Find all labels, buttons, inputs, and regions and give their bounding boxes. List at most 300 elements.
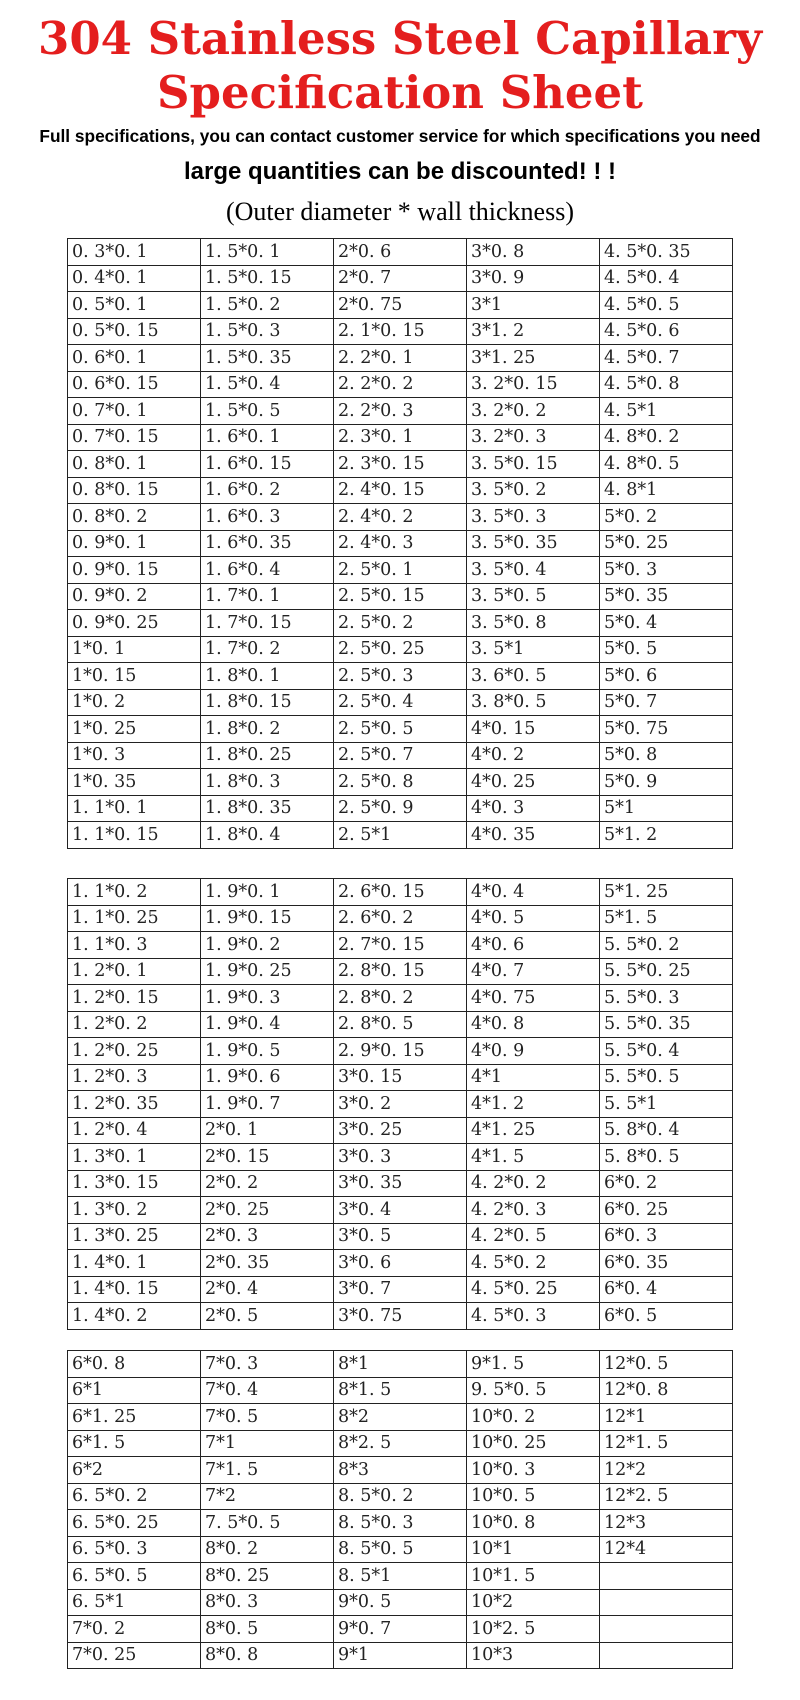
spec-cell: 6*0. 4 [600, 1276, 733, 1303]
table-row [68, 1276, 733, 1303]
spec-cell: 12*0. 8 [600, 1377, 733, 1404]
spec-cell: 5*0. 9 [600, 769, 733, 796]
spec-cell: 1. 8*0. 25 [201, 742, 334, 769]
spec-cell: 4*1. 2 [467, 1091, 600, 1118]
spec-cell: 3. 5*0. 35 [467, 530, 600, 557]
spec-cell: 1. 9*0. 7 [201, 1091, 334, 1118]
table-row [68, 504, 733, 531]
table-row [68, 371, 733, 398]
spec-cell: 10*0. 8 [467, 1510, 600, 1537]
spec-cell: 0. 4*0. 1 [68, 265, 201, 292]
spec-cell: 4*0. 4 [467, 879, 600, 906]
table-row [68, 477, 733, 504]
spec-cell: 8*1 [334, 1351, 467, 1378]
spec-cell: 1. 4*0. 15 [68, 1276, 201, 1303]
table-row [68, 1223, 733, 1250]
spec-cell: 1. 2*0. 25 [68, 1038, 201, 1065]
spec-cell: 8*3 [334, 1457, 467, 1484]
spec-cell: 1. 6*0. 15 [201, 451, 334, 478]
table-row [68, 345, 733, 372]
spec-cell: 3. 5*0. 15 [467, 451, 600, 478]
spec-cell: 2. 3*0. 15 [334, 451, 467, 478]
spec-cell: 3*0. 9 [467, 265, 600, 292]
spec-cell: 3*0. 25 [334, 1117, 467, 1144]
spec-cell: 5. 8*0. 5 [600, 1144, 733, 1171]
spec-cell: 1. 4*0. 2 [68, 1303, 201, 1330]
spec-cell: 8*0. 5 [201, 1616, 334, 1643]
spec-cell: 1*0. 25 [68, 716, 201, 743]
spec-cell: 1. 5*0. 1 [201, 239, 334, 266]
table-row [68, 1377, 733, 1404]
spec-cell: 2. 6*0. 15 [334, 879, 467, 906]
spec-cell: 6. 5*1 [68, 1589, 201, 1616]
spec-cell: 2. 1*0. 15 [334, 318, 467, 345]
spec-cell: 9*0. 7 [334, 1616, 467, 1643]
spec-cell: 1. 6*0. 35 [201, 530, 334, 557]
table-row [68, 451, 733, 478]
spec-cell: 2. 2*0. 1 [334, 345, 467, 372]
spec-cell: 5*0. 35 [600, 583, 733, 610]
spec-cell: 1*0. 1 [68, 636, 201, 663]
spec-cell: 1. 4*0. 1 [68, 1250, 201, 1277]
spec-cell: 1. 9*0. 25 [201, 958, 334, 985]
spec-cell: 10*0. 2 [467, 1404, 600, 1431]
spec-cell: 4*0. 15 [467, 716, 600, 743]
spec-cell: 1. 3*0. 15 [68, 1170, 201, 1197]
spec-cell: 4. 8*0. 5 [600, 451, 733, 478]
spec-cell: 1. 2*0. 3 [68, 1064, 201, 1091]
spec-cell: 1. 5*0. 2 [201, 292, 334, 319]
spec-cell: 2. 5*0. 25 [334, 636, 467, 663]
table-row [68, 557, 733, 584]
spec-cell: 2. 4*0. 15 [334, 477, 467, 504]
spec-cell: 5*0. 5 [600, 636, 733, 663]
table-row [68, 1510, 733, 1537]
spec-cell: 5. 5*0. 4 [600, 1038, 733, 1065]
spec-cell: 6. 5*0. 2 [68, 1483, 201, 1510]
spec-cell: 4*0. 8 [467, 1011, 600, 1038]
spec-cell: 8. 5*0. 2 [334, 1483, 467, 1510]
table-row [68, 905, 733, 932]
spec-cell: 7*1. 5 [201, 1457, 334, 1484]
spec-cell: 4*1 [467, 1064, 600, 1091]
table-row [68, 879, 733, 906]
spec-cell: 3. 5*1 [467, 636, 600, 663]
spec-cell: 0. 5*0. 15 [68, 318, 201, 345]
spec-cell: 3. 2*0. 2 [467, 398, 600, 425]
table-row [68, 398, 733, 425]
spec-cell: 2*0. 3 [201, 1223, 334, 1250]
spec-cell: 5. 5*0. 25 [600, 958, 733, 985]
spec-cell [600, 1563, 733, 1590]
spec-cell: 3*1. 2 [467, 318, 600, 345]
spec-cell: 6. 5*0. 25 [68, 1510, 201, 1537]
spec-cell: 10*0. 3 [467, 1457, 600, 1484]
spec-cell: 8*2. 5 [334, 1430, 467, 1457]
spec-cell: 3. 2*0. 15 [467, 371, 600, 398]
spec-cell: 10*2. 5 [467, 1616, 600, 1643]
table-row [68, 1589, 733, 1616]
spec-cell: 12*1 [600, 1404, 733, 1431]
spec-cell: 7*0. 3 [201, 1351, 334, 1378]
spec-cell: 1. 5*0. 3 [201, 318, 334, 345]
spec-cell: 6*1 [68, 1377, 201, 1404]
spec-cell: 0. 6*0. 1 [68, 345, 201, 372]
spec-cell: 2. 5*0. 1 [334, 557, 467, 584]
spec-cell: 3. 6*0. 5 [467, 663, 600, 690]
spec-cell: 0. 7*0. 15 [68, 424, 201, 451]
spec-cell: 1. 3*0. 2 [68, 1197, 201, 1224]
spec-cell: 4*0. 7 [467, 958, 600, 985]
spec-cell: 2. 5*0. 4 [334, 689, 467, 716]
spec-cell: 2. 9*0. 15 [334, 1038, 467, 1065]
spec-cell: 2. 8*0. 5 [334, 1011, 467, 1038]
spec-cell: 1. 2*0. 2 [68, 1011, 201, 1038]
spec-cell: 2. 5*0. 9 [334, 795, 467, 822]
spec-cell: 1*0. 35 [68, 769, 201, 796]
spec-cell: 7*0. 4 [201, 1377, 334, 1404]
table-row [68, 636, 733, 663]
spec-cell: 5*1. 5 [600, 905, 733, 932]
spec-cell: 3*0. 75 [334, 1303, 467, 1330]
spec-cell: 12*2 [600, 1457, 733, 1484]
table-row [68, 985, 733, 1012]
spec-cell: 3. 2*0. 3 [467, 424, 600, 451]
spec-cell: 3*0. 8 [467, 239, 600, 266]
table-row [68, 1483, 733, 1510]
spec-cell: 2. 5*0. 5 [334, 716, 467, 743]
spec-cell: 12*4 [600, 1536, 733, 1563]
spec-cell: 1. 1*0. 15 [68, 822, 201, 849]
table-row [68, 530, 733, 557]
table-row [68, 1404, 733, 1431]
spec-cell: 6*2 [68, 1457, 201, 1484]
spec-cell: 5*1. 2 [600, 822, 733, 849]
spec-cell: 4. 2*0. 2 [467, 1170, 600, 1197]
spec-cell: 1. 1*0. 3 [68, 932, 201, 959]
table-row [68, 1430, 733, 1457]
spec-cell: 2. 2*0. 3 [334, 398, 467, 425]
spec-cell: 6*1. 5 [68, 1430, 201, 1457]
spec-table-block-2 [67, 878, 733, 1330]
spec-cell: 5. 5*0. 5 [600, 1064, 733, 1091]
spec-cell: 7*0. 2 [68, 1616, 201, 1643]
spec-cell [600, 1616, 733, 1643]
spec-cell: 2*0. 35 [201, 1250, 334, 1277]
spec-cell: 1*0. 15 [68, 663, 201, 690]
table-row [68, 1303, 733, 1330]
spec-cell: 1. 3*0. 1 [68, 1144, 201, 1171]
spec-cell: 4*0. 35 [467, 822, 600, 849]
table-row [68, 424, 733, 451]
spec-cell: 4. 5*0. 6 [600, 318, 733, 345]
spec-cell: 2*0. 5 [201, 1303, 334, 1330]
spec-cell: 1. 8*0. 3 [201, 769, 334, 796]
table-row [68, 932, 733, 959]
spec-cell: 10*2 [467, 1589, 600, 1616]
spec-cell: 1. 6*0. 1 [201, 424, 334, 451]
table-row [68, 1197, 733, 1224]
spec-cell: 6. 5*0. 5 [68, 1563, 201, 1590]
spec-cell: 1. 9*0. 1 [201, 879, 334, 906]
spec-cell: 4*0. 2 [467, 742, 600, 769]
spec-cell: 3*0. 7 [334, 1276, 467, 1303]
table-row [68, 1351, 733, 1378]
spec-cell: 6*0. 2 [600, 1170, 733, 1197]
spec-cell: 4. 5*0. 4 [600, 265, 733, 292]
spec-cell: 3. 5*0. 5 [467, 583, 600, 610]
spec-cell: 1. 6*0. 2 [201, 477, 334, 504]
spec-cell: 1. 5*0. 35 [201, 345, 334, 372]
table-row [68, 769, 733, 796]
spec-cell: 4*0. 5 [467, 905, 600, 932]
spec-cell: 1. 1*0. 2 [68, 879, 201, 906]
spec-cell: 12*2. 5 [600, 1483, 733, 1510]
spec-cell: 4*0. 9 [467, 1038, 600, 1065]
spec-cell: 1. 9*0. 6 [201, 1064, 334, 1091]
spec-cell: 12*3 [600, 1510, 733, 1537]
spec-cell: 1*0. 2 [68, 689, 201, 716]
spec-cell: 4. 5*0. 2 [467, 1250, 600, 1277]
table-row [68, 292, 733, 319]
spec-cell: 5*0. 6 [600, 663, 733, 690]
spec-cell: 1. 6*0. 3 [201, 504, 334, 531]
spec-cell: 5. 5*1 [600, 1091, 733, 1118]
spec-cell: 4. 5*0. 25 [467, 1276, 600, 1303]
spec-cell: 3. 5*0. 8 [467, 610, 600, 637]
title-line-2: Specification Sheet [157, 66, 643, 119]
spec-cell: 2. 5*0. 7 [334, 742, 467, 769]
spec-cell: 4*0. 6 [467, 932, 600, 959]
spec-cell: 0. 9*0. 1 [68, 530, 201, 557]
spec-cell: 8*0. 2 [201, 1536, 334, 1563]
spec-cell: 7*0. 25 [68, 1642, 201, 1669]
spec-cell: 1. 2*0. 1 [68, 958, 201, 985]
spec-cell: 1. 5*0. 5 [201, 398, 334, 425]
discount-note: large quantities can be discounted! ! ! [183, 158, 617, 185]
table-row [68, 958, 733, 985]
spec-cell: 1. 9*0. 15 [201, 905, 334, 932]
spec-cell: 0. 5*0. 1 [68, 292, 201, 319]
spec-cell: 8*0. 3 [201, 1589, 334, 1616]
spec-cell: 2. 7*0. 15 [334, 932, 467, 959]
spec-cell: 8*0. 8 [201, 1642, 334, 1669]
spec-cell: 5*0. 25 [600, 530, 733, 557]
spec-cell: 4. 5*1 [600, 398, 733, 425]
spec-cell: 3. 5*0. 2 [467, 477, 600, 504]
spec-cell: 0. 8*0. 2 [68, 504, 201, 531]
spec-cell: 4*0. 25 [467, 769, 600, 796]
spec-cell: 2. 5*0. 8 [334, 769, 467, 796]
spec-cell: 2*0. 75 [334, 292, 467, 319]
spec-cell: 2. 8*0. 15 [334, 958, 467, 985]
table-row [68, 1038, 733, 1065]
spec-cell: 9*1. 5 [467, 1351, 600, 1378]
spec-cell: 6. 5*0. 3 [68, 1536, 201, 1563]
spec-cell: 1. 1*0. 25 [68, 905, 201, 932]
spec-cell: 12*0. 5 [600, 1351, 733, 1378]
spec-cell: 6*0. 25 [600, 1197, 733, 1224]
spec-cell: 5*0. 4 [600, 610, 733, 637]
spec-cell: 4. 8*1 [600, 477, 733, 504]
spec-cell: 7*0. 5 [201, 1404, 334, 1431]
spec-cell: 2. 5*0. 2 [334, 610, 467, 637]
spec-cell: 4*1. 25 [467, 1117, 600, 1144]
spec-cell: 7. 5*0. 5 [201, 1510, 334, 1537]
spec-cell: 4. 2*0. 5 [467, 1223, 600, 1250]
table-row [68, 716, 733, 743]
spec-cell: 1. 8*0. 2 [201, 716, 334, 743]
spec-cell: 2. 4*0. 2 [334, 504, 467, 531]
spec-cell: 1. 3*0. 25 [68, 1223, 201, 1250]
spec-cell: 2. 5*0. 15 [334, 583, 467, 610]
spec-cell: 3*1. 25 [467, 345, 600, 372]
spec-cell: 3*0. 15 [334, 1064, 467, 1091]
spec-cell: 1. 1*0. 1 [68, 795, 201, 822]
spec-cell: 4. 5*0. 7 [600, 345, 733, 372]
spec-cell: 1. 9*0. 4 [201, 1011, 334, 1038]
table-row [68, 689, 733, 716]
subtitle-contact-note: Full specifications, you can contact customer service for which specifications you need [39, 126, 761, 146]
spec-cell: 1. 9*0. 3 [201, 985, 334, 1012]
spec-cell: 5. 5*0. 35 [600, 1011, 733, 1038]
spec-cell: 2. 4*0. 3 [334, 530, 467, 557]
spec-cell: 3*0. 2 [334, 1091, 467, 1118]
spec-cell: 5. 5*0. 3 [600, 985, 733, 1012]
spec-cell: 2*0. 7 [334, 265, 467, 292]
spec-cell: 1*0. 3 [68, 742, 201, 769]
spec-cell: 8*1. 5 [334, 1377, 467, 1404]
spec-cell: 5*0. 75 [600, 716, 733, 743]
spec-cell: 1. 5*0. 15 [201, 265, 334, 292]
table-row [68, 742, 733, 769]
table-caption: (Outer diameter * wall thickness) [226, 197, 574, 226]
spec-cell: 5. 8*0. 4 [600, 1117, 733, 1144]
spec-cell: 3*0. 3 [334, 1144, 467, 1171]
spec-cell: 2. 5*1 [334, 822, 467, 849]
spec-cell: 2. 6*0. 2 [334, 905, 467, 932]
spec-cell: 2*0. 4 [201, 1276, 334, 1303]
spec-cell: 0. 9*0. 2 [68, 583, 201, 610]
table-row [68, 1091, 733, 1118]
spec-cell: 6*0. 8 [68, 1351, 201, 1378]
spec-cell: 3*0. 4 [334, 1197, 467, 1224]
spec-cell: 2. 2*0. 2 [334, 371, 467, 398]
spec-cell: 0. 6*0. 15 [68, 371, 201, 398]
spec-cell: 5*0. 7 [600, 689, 733, 716]
spec-cell: 1. 7*0. 2 [201, 636, 334, 663]
spec-cell: 2*0. 6 [334, 239, 467, 266]
spec-cell: 1. 2*0. 35 [68, 1091, 201, 1118]
spec-cell: 4*1. 5 [467, 1144, 600, 1171]
spec-cell: 7*2 [201, 1483, 334, 1510]
spec-cell: 10*0. 25 [467, 1430, 600, 1457]
spec-cell: 3. 5*0. 4 [467, 557, 600, 584]
spec-cell [600, 1589, 733, 1616]
spec-cell: 1. 2*0. 15 [68, 985, 201, 1012]
spec-cell: 2. 5*0. 3 [334, 663, 467, 690]
spec-cell: 3*0. 5 [334, 1223, 467, 1250]
spec-cell: 5*0. 3 [600, 557, 733, 584]
table-row [68, 822, 733, 849]
table-row [68, 1616, 733, 1643]
spec-cell: 1. 8*0. 4 [201, 822, 334, 849]
spec-cell: 8. 5*0. 3 [334, 1510, 467, 1537]
table-row [68, 239, 733, 266]
spec-cell: 0. 9*0. 25 [68, 610, 201, 637]
spec-cell: 2*0. 2 [201, 1170, 334, 1197]
spec-cell: 9*1 [334, 1642, 467, 1669]
spec-cell: 5. 5*0. 2 [600, 932, 733, 959]
table-row [68, 1250, 733, 1277]
spec-cell: 7*1 [201, 1430, 334, 1457]
spec-cell: 8*2 [334, 1404, 467, 1431]
table-row [68, 1170, 733, 1197]
table-row [68, 1117, 733, 1144]
table-row [68, 1457, 733, 1484]
spec-cell: 4. 5*0. 5 [600, 292, 733, 319]
spec-cell: 3. 5*0. 3 [467, 504, 600, 531]
table-row [68, 795, 733, 822]
spec-cell: 6*0. 5 [600, 1303, 733, 1330]
table-row [68, 318, 733, 345]
table-row [68, 265, 733, 292]
table-row [68, 1144, 733, 1171]
spec-cell: 1. 6*0. 4 [201, 557, 334, 584]
spec-cell: 5*0. 8 [600, 742, 733, 769]
spec-table-block-1 [67, 238, 733, 849]
spec-cell: 4. 2*0. 3 [467, 1197, 600, 1224]
spec-cell: 1. 2*0. 4 [68, 1117, 201, 1144]
spec-cell: 1. 8*0. 1 [201, 663, 334, 690]
spec-cell: 10*1. 5 [467, 1563, 600, 1590]
spec-cell: 6*0. 3 [600, 1223, 733, 1250]
spec-cell: 1. 8*0. 35 [201, 795, 334, 822]
spec-cell: 3*0. 35 [334, 1170, 467, 1197]
spec-cell: 5*0. 2 [600, 504, 733, 531]
spec-cell: 5*1 [600, 795, 733, 822]
spec-cell: 2*0. 15 [201, 1144, 334, 1171]
table-row [68, 1563, 733, 1590]
spec-cell: 0. 8*0. 15 [68, 477, 201, 504]
spec-cell: 4*0. 75 [467, 985, 600, 1012]
spec-cell: 2*0. 25 [201, 1197, 334, 1224]
spec-cell: 4*0. 3 [467, 795, 600, 822]
spec-cell: 1. 9*0. 2 [201, 932, 334, 959]
spec-cell: 2*0. 1 [201, 1117, 334, 1144]
spec-cell: 8. 5*1 [334, 1563, 467, 1590]
spec-cell: 4. 8*0. 2 [600, 424, 733, 451]
spec-cell: 0. 9*0. 15 [68, 557, 201, 584]
spec-cell: 0. 3*0. 1 [68, 239, 201, 266]
spec-cell: 4. 5*0. 3 [467, 1303, 600, 1330]
spec-cell: 1. 9*0. 5 [201, 1038, 334, 1065]
title-line-1: 304 Stainless Steel Capillary [38, 12, 762, 65]
spec-cell: 6*0. 35 [600, 1250, 733, 1277]
spec-cell: 12*1. 5 [600, 1430, 733, 1457]
spec-cell: 4. 5*0. 35 [600, 239, 733, 266]
spec-cell: 4. 5*0. 8 [600, 371, 733, 398]
spec-cell: 0. 8*0. 1 [68, 451, 201, 478]
spec-cell: 9*0. 5 [334, 1589, 467, 1616]
spec-table-block-3 [67, 1350, 733, 1669]
table-row [68, 1642, 733, 1669]
spec-cell: 1. 7*0. 15 [201, 610, 334, 637]
spec-cell: 6*1. 25 [68, 1404, 201, 1431]
table-row [68, 610, 733, 637]
table-row [68, 1064, 733, 1091]
spec-cell: 8*0. 25 [201, 1563, 334, 1590]
